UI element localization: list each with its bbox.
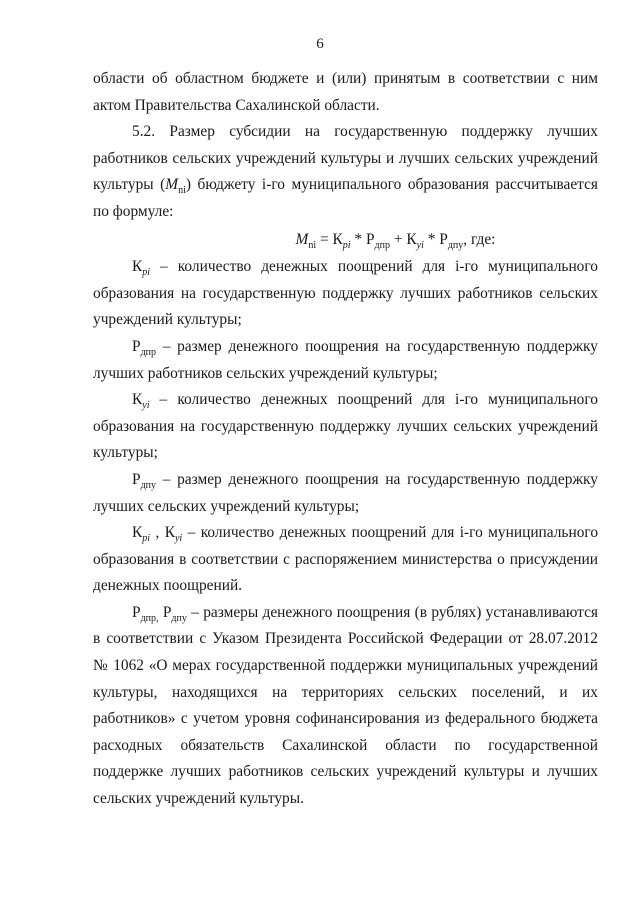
definition-r-dpr-r-dpu [93,600,598,813]
formula-star: * [423,230,440,248]
formula [93,227,598,254]
def-symbol: Р [162,603,172,621]
def-symbol: Р [132,603,141,621]
formula-plus: + [389,230,407,248]
paragraph-continuation [93,66,598,119]
page-number: 6 [316,36,324,52]
def-subscript: yi [142,400,150,412]
def-symbol: Р [132,470,141,488]
paragraph-text: области об областном бюджете и (или) принятым в соответствии с ним актом Правительства Сахалинской области. [93,70,598,114]
def-symbol: К [132,258,143,276]
paragraph-text: 5.2. Размер субсидии на государственную поддержку лучших работников сельских учреждений культуры и лучших сельских учреждений культуры ( [93,123,598,194]
formula-lhs-sub: ni [308,239,317,251]
definition-r-dpu [93,467,598,520]
definition-k-pi [93,254,598,334]
def-subscript: дпу [171,612,187,624]
def-symbol: К [132,524,143,542]
formula-r1-sub: дпр [374,239,390,251]
def-text: – размер денежного поощрения на государственную поддержку лучших работников сельских учреждений культуры; [93,337,598,382]
def-text: – количество денежных поощрений для i-го муниципального образования в соответствии с распоряжением министерства о присуждении денежных поощрений. [93,524,599,595]
def-text: – количество денежных поощрений для i-го муниципального образования на государственную поддержку лучших сельских учреждений культуры; [93,391,598,462]
def-subscript: дпр, [140,612,159,624]
definition-k-yi [93,387,598,467]
formula-k2: К [406,230,417,248]
def-text: – размеры денежного поощрения (в рублях) устанавливаются в соответствии с Указом Президента Российской Федерации от 28.07.2012 № 1062 «О мерах государственной поддержки муниципальных учреждений культуры, находящихся на территориях сельских поселений, и их работников» с учетом уровня софинансирования из федерального бюджета расходных обязательств Сахалинской области по государственной поддержке лучших работников сельских учреждений культуры и лучших сельских учреждений культуры. [93,603,598,808]
def-subscript: pi [142,267,151,279]
def-subscript: дпр [140,347,157,359]
math-subscript: ni [178,185,186,197]
def-symbol: Р [132,337,141,355]
formula-k1: К [332,230,343,248]
formula-k2-sub: yi [416,239,424,251]
paragraph-5-2 [93,119,598,225]
formula-tail: , где: [463,230,496,248]
formula-lhs: M [295,230,309,248]
formula-r1: Р [365,230,375,248]
paragraph-text: ) бюджету i-го муниципального образования рассчитывается по формуле: [93,176,598,220]
def-symbol: К [132,391,143,409]
def-subscript: pi [142,533,151,545]
def-text: – количество денежных поощрений для i-го муниципального образования на государственную поддержку лучших работников сельских учреждений культуры; [93,258,598,329]
document-body [93,66,598,813]
definition-k-pi-k-yi [93,520,598,600]
formula-star: * [350,230,366,248]
def-symbol: К [164,524,175,542]
def-text: – размер денежного поощрения на государственную поддержку лучших сельских учреждений культуры; [93,470,598,515]
def-subscript: yi [174,533,183,545]
formula-r2-sub: дпу [447,239,464,251]
formula-k1-sub: pi [342,239,351,251]
def-subscript: дпу [140,479,157,491]
def-separator: , [150,524,165,542]
formula-eq: = [316,230,333,248]
definition-r-dpr [93,334,598,387]
formula-r2: Р [439,230,448,248]
math-symbol: M [165,176,179,194]
